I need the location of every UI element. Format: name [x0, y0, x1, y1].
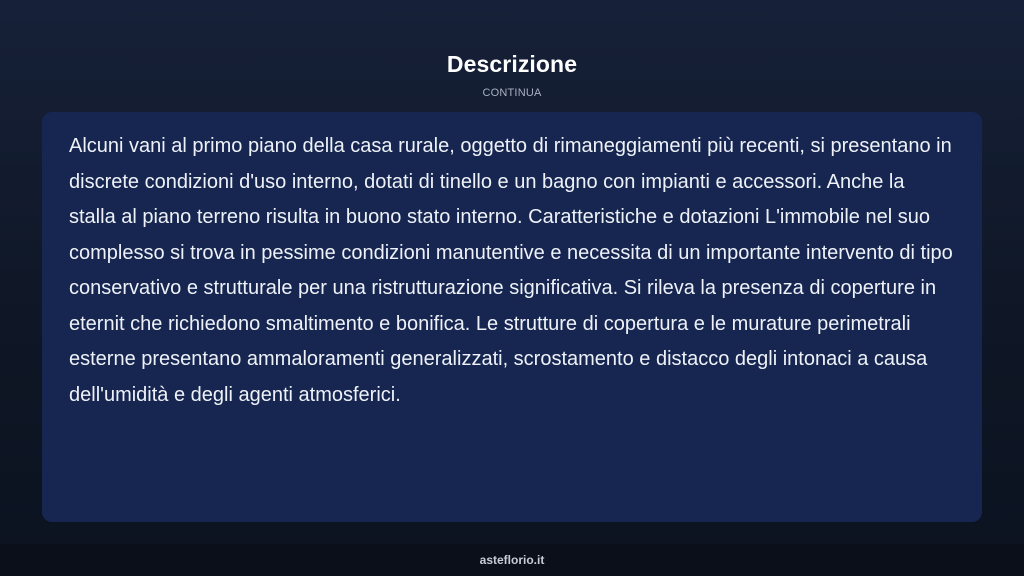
description-card [42, 112, 982, 522]
page-title: Descrizione [446, 51, 578, 77]
footer-bar [0, 544, 1024, 576]
site-name: asteflorio.it [479, 553, 545, 567]
continue-label[interactable]: CONTINUA [482, 87, 542, 99]
header [0, 48, 1024, 101]
description-text: Alcuni vani al primo piano della casa rurale, oggetto di rimaneggiamenti più recenti, si presentano in discrete condizioni d'uso interno, dotati di tinello e un bagno con impianti e accessori. Anche la stalla al piano terreno risulta in buono stato interno. Caratteristiche e dotazioni L'immobile nel suo complesso si trova in pessime condizioni manutentive e necessita di un importante intervento di tipo conservativo e strutturale per una ristrutturazione significativa. Si rileva la presenza di coperture in eternit che richiedono smaltimento e bonifica. Le strutture di copertura e le murature perimetrali esterne presentano ammaloramenti generalizzati, scrostamento e distacco degli intonaci a causa dell'umidità e degli agenti atmosferici. [69, 135, 953, 406]
